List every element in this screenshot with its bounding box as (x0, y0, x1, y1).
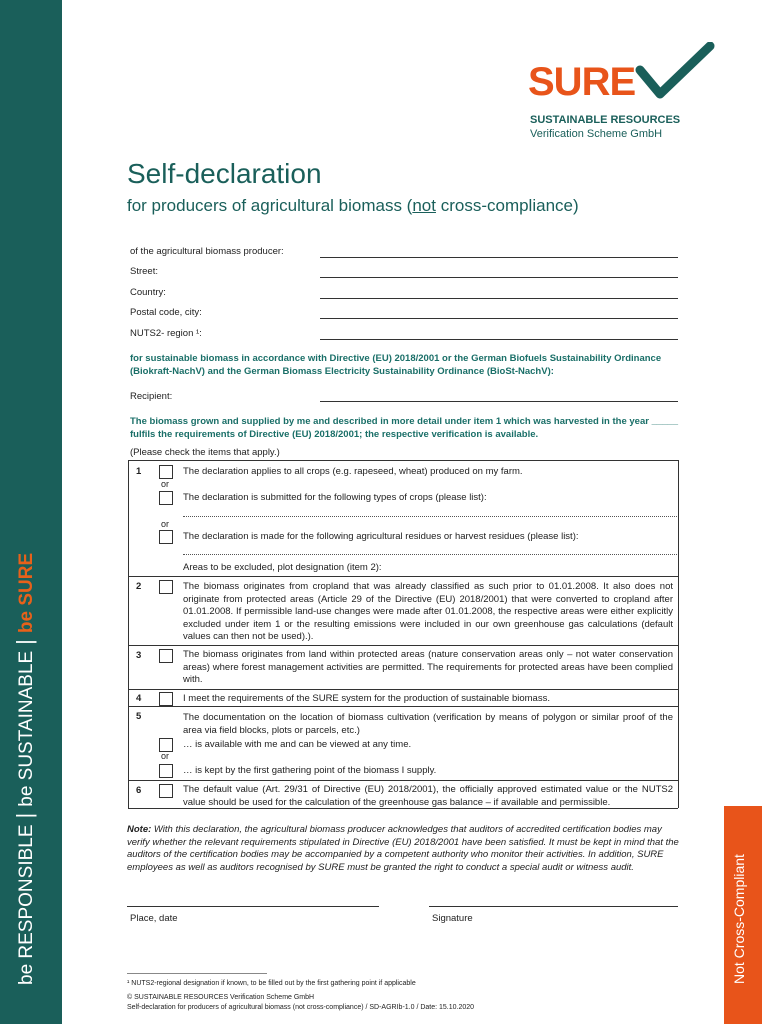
check-hint: (Please check the items that apply.) (130, 447, 280, 458)
signature-label: Signature (432, 913, 473, 924)
table-border (678, 460, 679, 808)
item-number: 4 (136, 693, 142, 704)
place-date-label: Place, date (130, 913, 178, 924)
logo-subtitle-2: Verification Scheme GmbH (530, 128, 663, 140)
postal-field[interactable] (320, 318, 678, 319)
table-border (128, 460, 678, 461)
checkbox-crop-types[interactable] (159, 491, 173, 505)
item-number: 1 (136, 466, 142, 477)
item-text: I meet the requirements of the SURE system for the production of sustainable biomass. (183, 693, 550, 704)
statement-text: The biomass grown and supplied by me and described in more detail under item 1 which was harvested in the year _____ fulfils the requirements of Directive (EU) 2018/2001; the respective verification is available. (130, 416, 678, 440)
or-label: or (161, 751, 170, 761)
country-label: Country: (130, 287, 166, 298)
not-cross-compliant-tab (724, 806, 762, 1024)
sure-logo (528, 42, 718, 142)
checkbox-item-2[interactable] (159, 580, 173, 594)
checkbox-item-3[interactable] (159, 649, 173, 663)
logo-subtitle: SUSTAINABLE RESOURCES (530, 114, 681, 126)
sidebar (0, 0, 62, 1024)
note-text: With this declaration, the agricultural biomass producer acknowledges that auditors of accredited certification bodies may verify whether the relevant requirements stipulated in Directive (EU) 2018/2001 have been satisfied. It must be kept in mind that the auditors of the certification bodies may be accompanied by a competent authority who monitor their activities. In addition, SURE employees as well as auditors recognised by SURE must be granted the right to conduct a special audit or witness audit. (127, 824, 679, 873)
table-divider (128, 780, 678, 781)
checkbox-item-5b[interactable] (159, 764, 173, 778)
item-text: … is kept by the first gathering point of the biomass I supply. (183, 765, 437, 776)
nuts2-label: NUTS2- region ¹: (130, 328, 202, 339)
page-subtitle (127, 196, 579, 216)
footnote: ¹ NUTS2-regional designation if known, to be filled out by the first gathering point if applicable (127, 980, 416, 987)
recipient-label: Recipient: (130, 391, 173, 402)
checkbox-item-4[interactable] (159, 692, 173, 706)
item-text: The default value (Art. 29/31 of Directive (EU) 2018/2001), the officially approved estimated value or the NUTS2 value should be used for the calculation of the greenhouse gas balance – if available and permissible. (183, 784, 673, 808)
logo-wordmark: SURE (528, 60, 636, 104)
table-divider (128, 706, 678, 707)
item-number: 6 (136, 785, 142, 796)
slogan-separator: | (12, 639, 37, 645)
item-text: The declaration applies to all crops (e.g. rapeseed, wheat) produced on my farm. (183, 466, 523, 477)
footnote-rule (127, 973, 267, 974)
subtitle-part: cross-compliance) (435, 196, 579, 215)
item-number: 3 (136, 650, 142, 661)
street-label: Street: (130, 266, 158, 277)
note-label: Note: (127, 824, 152, 835)
footer-copyright: © SUSTAINABLE RESOURCES Verification Scheme GmbH (127, 994, 315, 1001)
item-text: The biomass originates from land within protected areas (nature conservation areas only – not water conservation areas) where forest management activities are permitted. The requirements for protected areas have been complied with. (183, 649, 673, 685)
subtitle-not: not (412, 196, 436, 215)
item-text: The declaration is made for the following agricultural residues or harvest residues (please list): (183, 531, 579, 542)
slogan-sure: be SURE (16, 552, 37, 634)
slogan-separator: | (12, 812, 37, 819)
item-number: 2 (136, 581, 142, 592)
checkbox-all-crops[interactable] (159, 465, 173, 479)
checkbox-residues[interactable] (159, 530, 173, 544)
table-divider (128, 645, 678, 646)
table-border (128, 460, 129, 808)
dotted-line[interactable] (183, 516, 677, 517)
nuts2-field[interactable] (320, 339, 678, 340)
checkbox-item-5a[interactable] (159, 738, 173, 752)
producer-field[interactable] (320, 257, 678, 258)
place-date-line[interactable] (127, 906, 379, 907)
item-text: The declaration is submitted for the following types of crops (please list): (183, 492, 487, 503)
sidebar-slogan (12, 553, 38, 985)
checkbox-item-6[interactable] (159, 784, 173, 798)
directive-text: for sustainable biomass in accordance with Directive (EU) 2018/2001 or the German Biofuels Sustainability Ordinance (Biokraft-NachV) and the German Biomass Electricity Sustainability Ordinance (BioSt-NachV): (130, 353, 662, 377)
footer-doc-id: Self-declaration for producers of agricultural biomass (not cross-compliance) / SD-AGRIb-1.0 / Date: 15.10.2020 (127, 1004, 475, 1011)
producer-label: of the agricultural biomass producer: (130, 246, 284, 257)
checkmark-icon (626, 42, 716, 102)
signature-line[interactable] (429, 906, 678, 907)
country-field[interactable] (320, 298, 678, 299)
note-paragraph (127, 824, 679, 874)
item-text: The documentation on the location of biomass cultivation (verification by means of polygon or similar proof of the area via field blocks, plots or parcels, etc.) (183, 712, 673, 736)
or-label: or (161, 519, 170, 529)
item-text: Areas to be excluded, plot designation (item 2): (183, 562, 382, 573)
or-label: or (161, 479, 170, 489)
postal-label: Postal code, city: (130, 307, 202, 318)
slogan-sustainable: be SUSTAINABLE (16, 650, 37, 807)
table-divider (128, 689, 678, 690)
subtitle-part: for producers of agricultural biomass ( (127, 196, 413, 215)
slogan-responsible: be RESPONSIBLE (16, 824, 37, 985)
street-field[interactable] (320, 277, 678, 278)
page-title: Self-declaration (127, 158, 322, 189)
item-text: The biomass originates from cropland that was already classified as such prior to 01.01.2008. It also does not originate from protected areas (Article 29 of the Directive (EU) 2018/2001) that were converted to cropland after 01.01.2008. If permissible land-use changes were made after 01.01.2008, the respective areas were either explicitly excluded under item 1 or the resulting emissions were included in our own greenhouse gas calculations (default values can then not be used).). (183, 581, 673, 642)
item-text: … is available with me and can be viewed at any time. (183, 739, 412, 750)
tab-label: Not Cross-Compliant (731, 854, 747, 984)
item-number: 5 (136, 711, 142, 722)
table-divider (128, 576, 678, 577)
recipient-field[interactable] (320, 401, 678, 402)
dotted-line[interactable] (183, 554, 677, 555)
